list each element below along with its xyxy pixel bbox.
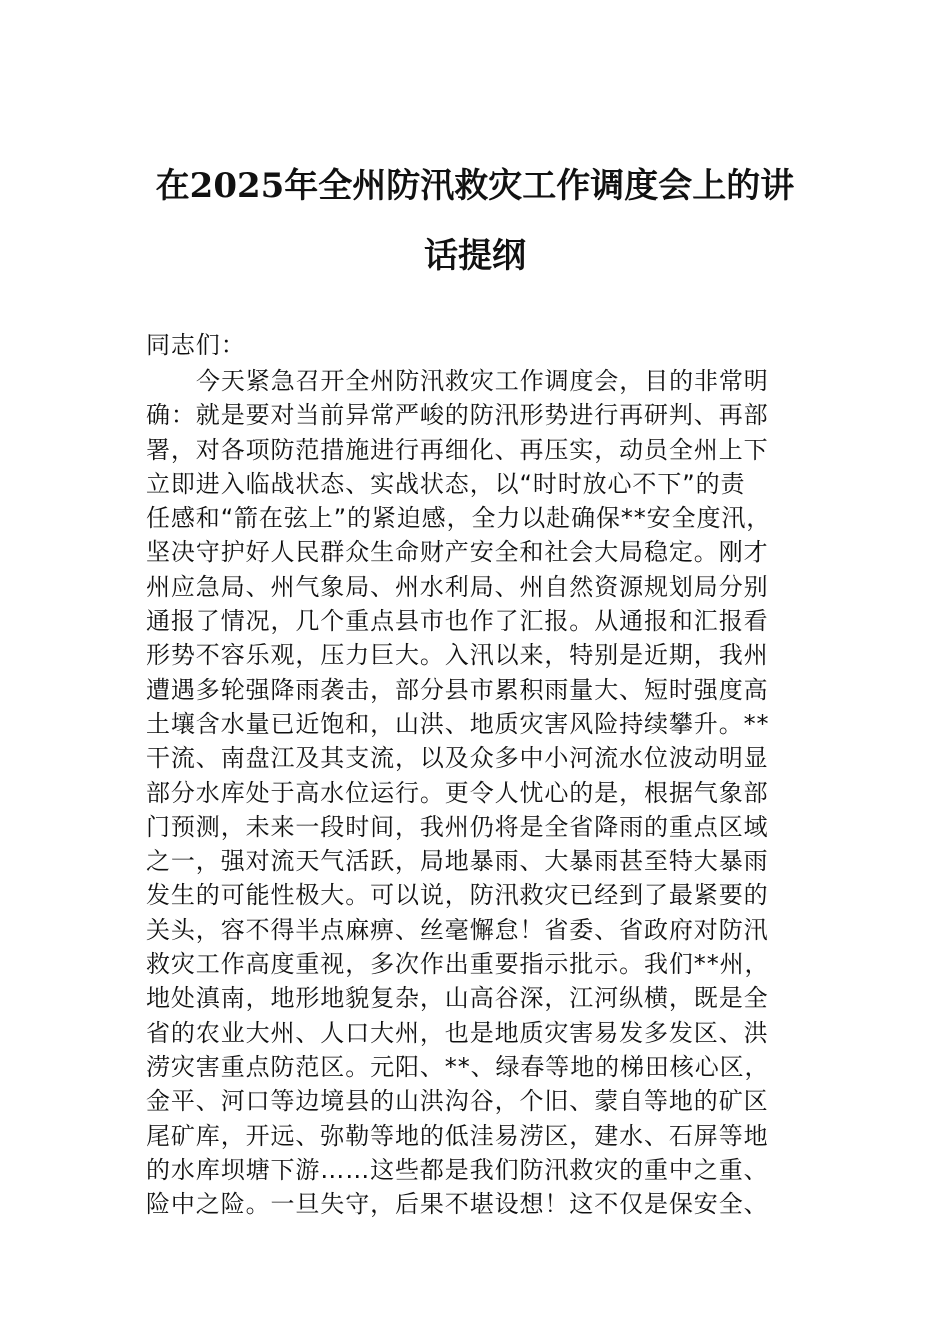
paragraph-line: 的水库坝塘下游……这些都是我们防汛救灾的重中之重、: [146, 1155, 769, 1184]
paragraph-line: 省的农业大州、人口大州，也是地质灾害易发多发区、洪: [146, 1018, 769, 1047]
paragraph-line: 尾矿库，开远、弥勒等地的低洼易涝区，建水、石屏等地: [146, 1121, 769, 1150]
paragraph-line: 任感和“箭在弦上”的紧迫感，全力以赴确保**安全度汛，: [146, 504, 772, 533]
paragraph-line: 门预测，未来一段时间，我州仍将是全省降雨的重点区域: [146, 812, 769, 841]
paragraph-line: 关头，容不得半点麻痹、丝毫懈怠！省委、省政府对防汛: [146, 915, 769, 944]
paragraph-line: 通报了情况，几个重点县市也作了汇报。从通报和汇报看: [146, 607, 769, 636]
paragraph-line: 土壤含水量已近饱和，山洪、地质灾害风险持续攀升。**: [146, 709, 770, 738]
paragraph-line: 州应急局、州气象局、州水利局、州自然资源规划局分别: [146, 572, 769, 601]
salutation: 同志们：: [146, 331, 246, 359]
paragraph-line: 形势不容乐观，压力巨大。入汛以来，特别是近期，我州: [146, 641, 769, 670]
paragraph-line: 遭遇多轮强降雨袭击，部分县市累积雨量大、短时强度高: [146, 675, 769, 704]
paragraph-line: 坚决守护好人民群众生命财产安全和社会大局稳定。刚才: [146, 538, 769, 567]
body-paragraph: [146, 364, 806, 1221]
paragraph-line: 救灾工作高度重视，多次作出重要指示批示。我们**州，: [146, 950, 770, 979]
paragraph-line: 干流、南盘江及其支流，以及众多中小河流水位波动明显: [146, 744, 769, 773]
paragraph-line: 之一，强对流天气活跃，局地暴雨、大暴雨甚至特大暴雨: [146, 847, 769, 876]
paragraph-line: 地处滇南，地形地貌复杂，山高谷深，江河纵横，既是全: [146, 984, 769, 1013]
paragraph-line: 今天紧急召开全州防汛救灾工作调度会，目的非常明: [196, 367, 769, 395]
paragraph-line: 部分水库处于高水位运行。更令人忧心的是，根据气象部: [146, 778, 769, 807]
paragraph-line: 发生的可能性极大。可以说，防汛救灾已经到了最紧要的: [146, 881, 769, 910]
paragraph-line: 涝灾害重点防范区。元阳、**、绿春等地的梯田核心区，: [146, 1052, 770, 1081]
paragraph-line: 署，对各项防范措施进行再细化、再压实，动员全州上下: [146, 435, 769, 464]
paragraph-line: 立即进入临战状态、实战状态，以“时时放心不下”的责: [146, 469, 746, 498]
document-title-line-1: 在2025年全州防汛救灾工作调度会上的讲: [155, 166, 795, 206]
paragraph-line: 险中之险。一旦失守，后果不堪设想！这不仅是保安全、: [146, 1190, 769, 1219]
paragraph-line: 金平、河口等边境县的山洪沟谷，个旧、蒙自等地的矿区: [146, 1087, 769, 1116]
paragraph-line: 确：就是要对当前异常严峻的防汛形势进行再研判、再部: [146, 401, 769, 430]
document-title-line-2: 话提纲: [424, 236, 526, 276]
